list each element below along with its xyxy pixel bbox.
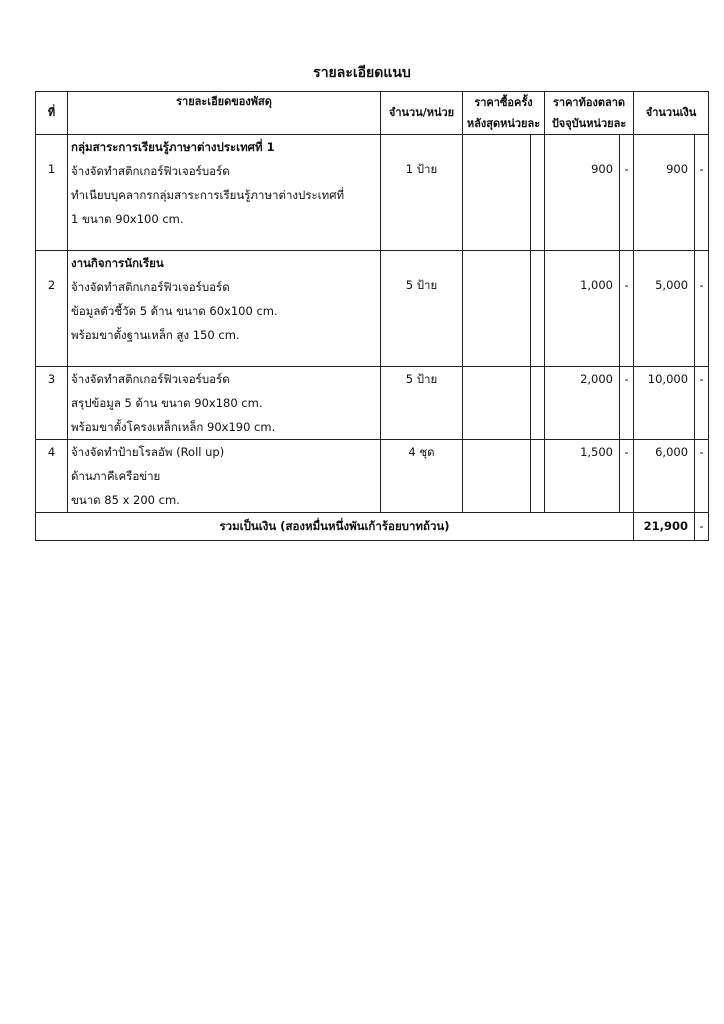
row-line: ทำเนียบบุคลากรกลุ่มสาระการเรียนรู้ภาษาต่างประเทศที่ — [71, 188, 345, 202]
row-description — [68, 135, 381, 251]
row-last-price-satang — [531, 440, 545, 513]
row-line: ขนาด 85 x 200 cm. — [71, 493, 180, 507]
row-market-satang: - — [620, 251, 634, 367]
row-amount: 6,000 — [634, 440, 695, 513]
row-number: 1 — [36, 135, 68, 251]
row-description — [68, 367, 381, 440]
row-amount: 5,000 — [634, 251, 695, 367]
row-market-price: 1,500 — [545, 440, 620, 513]
row-market-price: 900 — [545, 135, 620, 251]
total-amount: 21,900 — [634, 513, 695, 541]
row-heading: กลุ่มสาระการเรียนรู้ภาษาต่างประเทศที่ 1 — [71, 140, 275, 154]
header-market-price-line1: ราคาท้องตลาด — [552, 96, 626, 109]
page-title: รายละเอียดแนบ — [313, 65, 411, 81]
row-market-satang: - — [620, 367, 634, 440]
total-label: รวมเป็นเงิน (สองหมื่นหนึ่งพันเก้าร้อยบาทถ้วน) — [36, 513, 634, 541]
row-last-price-satang — [531, 251, 545, 367]
row-market-satang: - — [620, 440, 634, 513]
total-satang: - — [695, 513, 709, 541]
row-market-satang: - — [620, 135, 634, 251]
row-quantity: 5 ป้าย — [381, 367, 463, 440]
row-line: จ้างจัดทำป้ายโรลอัพ (Roll up) — [71, 445, 225, 459]
row-quantity: 5 ป้าย — [381, 251, 463, 367]
row-last-price-satang — [531, 367, 545, 440]
row-line: จ้างจัดทำสติกเกอร์ฟิวเจอร์บอร์ด — [71, 164, 230, 178]
row-last-price — [463, 135, 531, 251]
header-market-price-line2: ปัจจุบันหน่วยละ — [551, 117, 627, 130]
row-last-price — [463, 440, 531, 513]
details-table — [35, 91, 709, 541]
row-heading: งานกิจการนักเรียน — [71, 256, 164, 270]
header-last-price-line1: ราคาซื้อครั้ง — [474, 96, 533, 109]
row-line: จ้างจัดทำสติกเกอร์ฟิวเจอร์บอร์ด — [71, 280, 230, 294]
row-quantity: 1 ป้าย — [381, 135, 463, 251]
row-line: สรุปข้อมูล 5 ด้าน ขนาด 90x180 cm. — [71, 396, 263, 410]
row-last-price-satang — [531, 135, 545, 251]
row-description — [68, 251, 381, 367]
row-amount: 10,000 — [634, 367, 695, 440]
row-line: พร้อมขาตั้งฐานเหล็ก สูง 150 cm. — [71, 328, 240, 342]
table-row — [36, 367, 709, 440]
row-amount-satang: - — [695, 135, 709, 251]
row-line: จ้างจัดทำสติกเกอร์ฟิวเจอร์บอร์ด — [71, 372, 230, 386]
row-line: พร้อมขาตั้งโครงเหล็กเหล็ก 90x190 cm. — [71, 420, 276, 434]
table-row — [36, 440, 709, 513]
row-description — [68, 440, 381, 513]
header-no: ที่ — [36, 92, 68, 135]
row-amount-satang: - — [695, 251, 709, 367]
row-number: 2 — [36, 251, 68, 367]
table-row — [36, 135, 709, 251]
row-line: ด้านภาคีเครือข่าย — [71, 469, 161, 483]
header-market-price — [545, 92, 634, 135]
row-number: 4 — [36, 440, 68, 513]
row-line: 1 ขนาด 90x100 cm. — [71, 212, 184, 226]
header-last-price — [463, 92, 545, 135]
row-amount-satang: - — [695, 440, 709, 513]
row-market-price: 1,000 — [545, 251, 620, 367]
header-desc: รายละเอียดของพัสดุ — [68, 92, 381, 135]
header-amount: จำนวนเงิน — [634, 92, 709, 135]
table-row — [36, 251, 709, 367]
row-market-price: 2,000 — [545, 367, 620, 440]
total-row — [36, 513, 709, 541]
row-amount-satang: - — [695, 367, 709, 440]
row-amount: 900 — [634, 135, 695, 251]
row-number: 3 — [36, 367, 68, 440]
row-line: ข้อมูลตัวชี้วัด 5 ด้าน ขนาด 60x100 cm. — [71, 304, 278, 318]
row-last-price — [463, 251, 531, 367]
header-qty: จำนวน/หน่วย — [381, 92, 463, 135]
row-last-price — [463, 367, 531, 440]
header-last-price-line2: หลังสุดหน่วยละ — [466, 117, 541, 130]
header-row — [36, 92, 709, 135]
row-quantity: 4 ชุด — [381, 440, 463, 513]
